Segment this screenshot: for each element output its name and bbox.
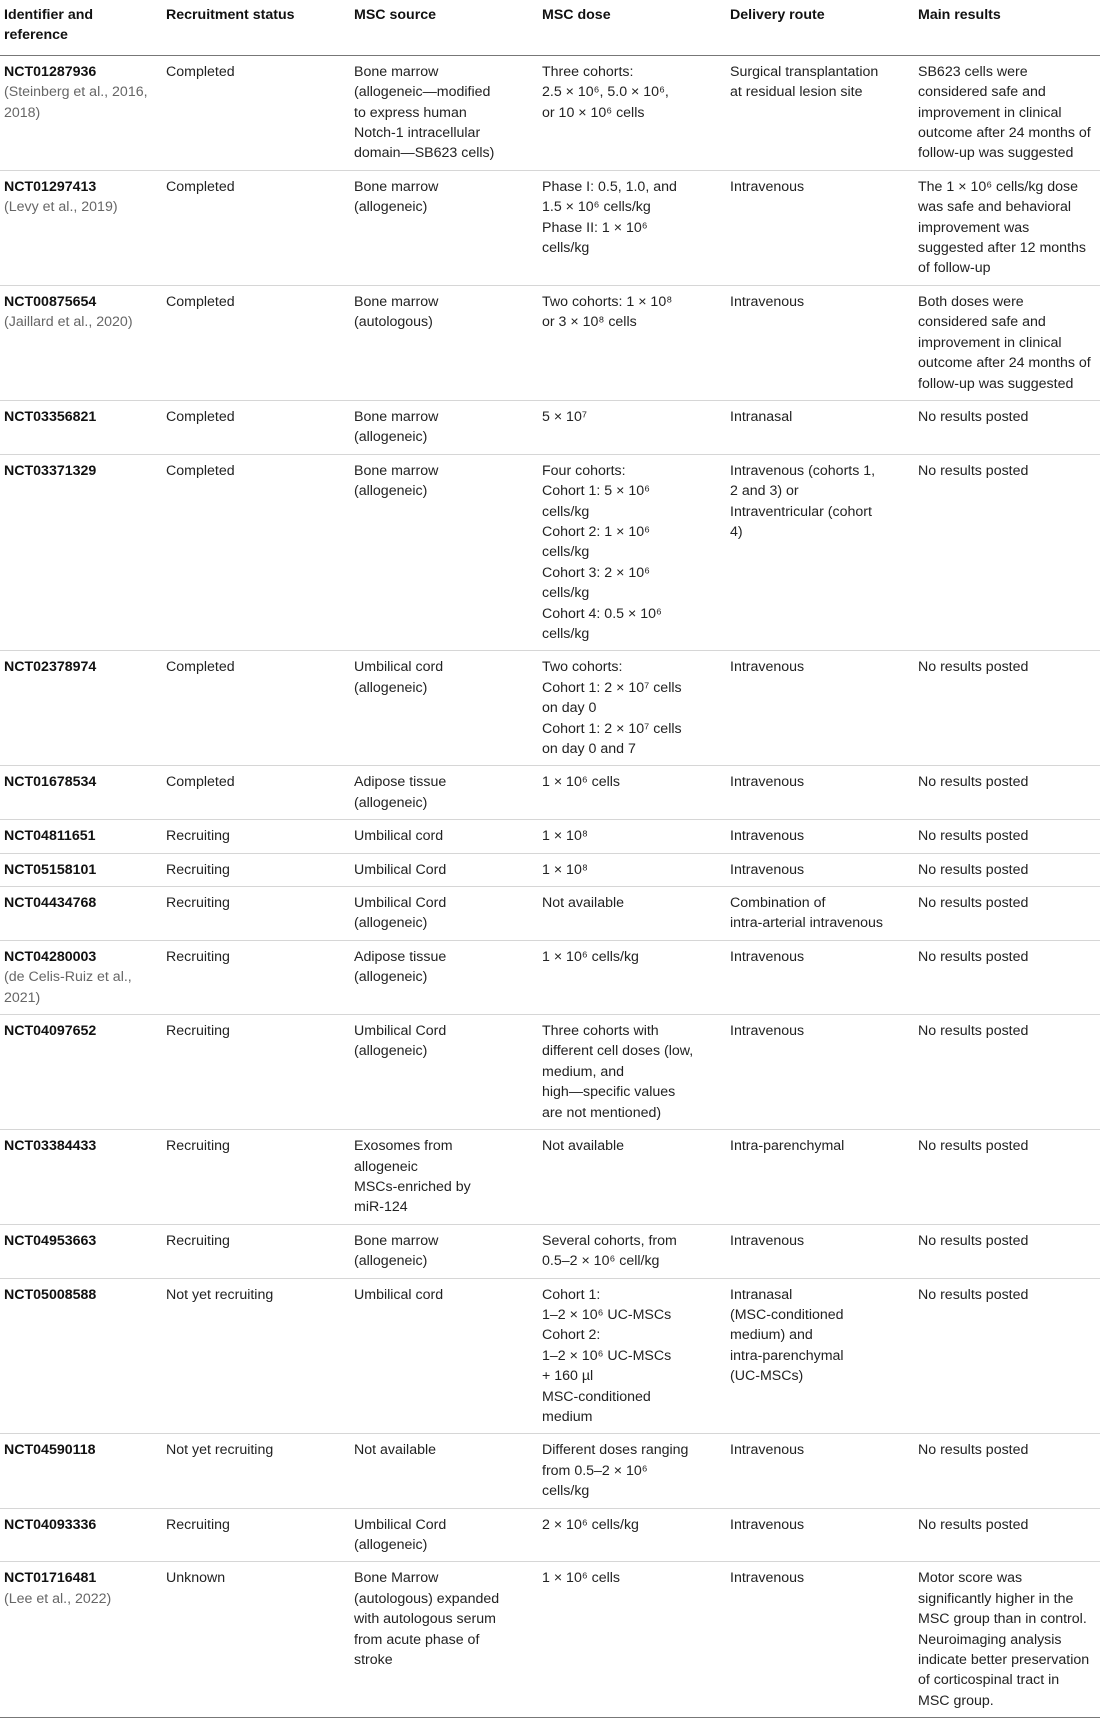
identifier-cell bbox=[0, 651, 162, 766]
msc-source-cell: Bone marrow (autologous) bbox=[350, 285, 538, 400]
delivery-route-cell: Intravenous bbox=[726, 1434, 914, 1508]
msc-dose-cell: Two cohorts: Cohort 1: 2 × 10⁷ cells on day 0 Cohort 1: 2 × 10⁷ cells on day 0 and 7 bbox=[538, 651, 726, 766]
status-cell: Recruiting bbox=[162, 1015, 350, 1130]
table-row bbox=[0, 853, 1100, 886]
msc-source-cell: Bone marrow (allogeneic—modified to express human Notch-1 intracellular domain—SB623 cells) bbox=[350, 55, 538, 170]
msc-dose-cell: Four cohorts: Cohort 1: 5 × 10⁶ cells/kg Cohort 2: 1 × 10⁶ cells/kg Cohort 3: 2 × 10⁶ cells/kg Cohort 4: 0.5 × 10⁶ cells/kg bbox=[538, 454, 726, 651]
table-row bbox=[0, 285, 1100, 400]
status-cell: Completed bbox=[162, 766, 350, 820]
table-row bbox=[0, 651, 1100, 766]
table-header bbox=[0, 0, 1100, 55]
table-body bbox=[0, 55, 1100, 1717]
msc-dose-cell: Several cohorts, from 0.5–2 × 10⁶ cell/kg bbox=[538, 1224, 726, 1278]
msc-dose-cell: Different doses ranging from 0.5–2 × 10⁶ cells/kg bbox=[538, 1434, 726, 1508]
msc-source-cell: Adipose tissue (allogeneic) bbox=[350, 766, 538, 820]
identifier-cell bbox=[0, 400, 162, 454]
trial-identifier: NCT01297413 bbox=[4, 178, 97, 195]
identifier-cell bbox=[0, 55, 162, 170]
msc-dose-cell: 2 × 10⁶ cells/kg bbox=[538, 1508, 726, 1562]
msc-source-cell: Not available bbox=[350, 1434, 538, 1508]
identifier-cell bbox=[0, 766, 162, 820]
table-row bbox=[0, 1130, 1100, 1225]
msc-dose-cell: Cohort 1: 1–2 × 10⁶ UC-MSCs Cohort 2: 1–2 × 10⁶ UC-MSCs + 160 µl MSC-conditioned medium bbox=[538, 1278, 726, 1434]
header-recruitment-status: Recruitment status bbox=[162, 0, 350, 55]
delivery-route-cell: Intravenous bbox=[726, 820, 914, 853]
msc-dose-cell: Three cohorts: 2.5 × 10⁶, 5.0 × 10⁶, or 10 × 10⁶ cells bbox=[538, 55, 726, 170]
main-results-cell: No results posted bbox=[914, 1434, 1100, 1508]
identifier-cell bbox=[0, 820, 162, 853]
msc-dose-cell: 1 × 10⁶ cells bbox=[538, 766, 726, 820]
delivery-route-cell: Intravenous bbox=[726, 1508, 914, 1562]
table-row bbox=[0, 1278, 1100, 1434]
identifier-cell bbox=[0, 853, 162, 886]
status-cell: Recruiting bbox=[162, 940, 350, 1014]
delivery-route-cell: Surgical transplantation at residual lesion site bbox=[726, 55, 914, 170]
identifier-cell bbox=[0, 1562, 162, 1718]
status-cell: Recruiting bbox=[162, 1224, 350, 1278]
delivery-route-cell: Intranasal bbox=[726, 400, 914, 454]
main-results-cell: No results posted bbox=[914, 1224, 1100, 1278]
trial-reference: (Levy et al., 2019) bbox=[4, 199, 118, 216]
delivery-route-cell: Intravenous bbox=[726, 1562, 914, 1718]
identifier-cell bbox=[0, 887, 162, 941]
trial-reference: (de Celis-Ruiz et al., 2021) bbox=[4, 969, 132, 1006]
msc-dose-cell: Not available bbox=[538, 1130, 726, 1225]
trial-identifier: NCT02378974 bbox=[4, 659, 97, 676]
msc-dose-cell: 1 × 10⁶ cells/kg bbox=[538, 940, 726, 1014]
main-results-cell: No results posted bbox=[914, 820, 1100, 853]
table-row bbox=[0, 55, 1100, 170]
main-results-cell: No results posted bbox=[914, 1278, 1100, 1434]
main-results-cell: Both doses were considered safe and improvement in clinical outcome after 24 months of follow-up was suggested bbox=[914, 285, 1100, 400]
trial-identifier: NCT04953663 bbox=[4, 1232, 97, 1249]
delivery-route-cell: Intravenous bbox=[726, 766, 914, 820]
header-msc-source: MSC source bbox=[350, 0, 538, 55]
identifier-cell bbox=[0, 1130, 162, 1225]
table-row bbox=[0, 1508, 1100, 1562]
trial-identifier: NCT00875654 bbox=[4, 293, 97, 310]
table-row bbox=[0, 940, 1100, 1014]
delivery-route-cell: Intravenous bbox=[726, 853, 914, 886]
trial-identifier: NCT03384433 bbox=[4, 1138, 97, 1155]
identifier-cell bbox=[0, 454, 162, 651]
trial-reference: (Lee et al., 2022) bbox=[4, 1590, 112, 1607]
msc-source-cell: Bone marrow (allogeneic) bbox=[350, 1224, 538, 1278]
status-cell: Completed bbox=[162, 400, 350, 454]
delivery-route-cell: Intravenous bbox=[726, 1224, 914, 1278]
identifier-cell bbox=[0, 170, 162, 285]
table-row bbox=[0, 1224, 1100, 1278]
msc-source-cell: Adipose tissue (allogeneic) bbox=[350, 940, 538, 1014]
table-row bbox=[0, 820, 1100, 853]
table-row bbox=[0, 400, 1100, 454]
delivery-route-cell: Combination of intra-arterial intravenous bbox=[726, 887, 914, 941]
status-cell: Completed bbox=[162, 55, 350, 170]
msc-source-cell: Umbilical Cord (allogeneic) bbox=[350, 1508, 538, 1562]
status-cell: Completed bbox=[162, 170, 350, 285]
identifier-cell bbox=[0, 1015, 162, 1130]
identifier-cell bbox=[0, 1278, 162, 1434]
status-cell: Recruiting bbox=[162, 1508, 350, 1562]
delivery-route-cell: Intravenous bbox=[726, 651, 914, 766]
header-main-results: Main results bbox=[914, 0, 1100, 55]
status-cell: Completed bbox=[162, 454, 350, 651]
msc-dose-cell: 1 × 10⁸ bbox=[538, 853, 726, 886]
msc-source-cell: Umbilical Cord (allogeneic) bbox=[350, 887, 538, 941]
table-row bbox=[0, 1434, 1100, 1508]
trial-identifier: NCT05158101 bbox=[4, 861, 97, 878]
msc-dose-cell: 1 × 10⁶ cells bbox=[538, 1562, 726, 1718]
main-results-cell: No results posted bbox=[914, 400, 1100, 454]
main-results-cell: No results posted bbox=[914, 651, 1100, 766]
msc-dose-cell: Three cohorts with different cell doses (low, medium, and high—specific values are not mentioned) bbox=[538, 1015, 726, 1130]
status-cell: Recruiting bbox=[162, 820, 350, 853]
status-cell: Recruiting bbox=[162, 887, 350, 941]
msc-dose-cell: 5 × 10⁷ bbox=[538, 400, 726, 454]
trial-identifier: NCT05008588 bbox=[4, 1286, 97, 1303]
msc-source-cell: Umbilical cord bbox=[350, 1278, 538, 1434]
msc-dose-cell: Two cohorts: 1 × 10⁸ or 3 × 10⁸ cells bbox=[538, 285, 726, 400]
table-row bbox=[0, 1562, 1100, 1718]
delivery-route-cell: Intravenous bbox=[726, 940, 914, 1014]
main-results-cell: No results posted bbox=[914, 766, 1100, 820]
msc-source-cell: Bone marrow (allogeneic) bbox=[350, 400, 538, 454]
identifier-cell bbox=[0, 1224, 162, 1278]
msc-source-cell: Umbilical Cord (allogeneic) bbox=[350, 1015, 538, 1130]
identifier-cell bbox=[0, 1434, 162, 1508]
delivery-route-cell: Intravenous (cohorts 1, 2 and 3) or Intraventricular (cohort 4) bbox=[726, 454, 914, 651]
msc-dose-cell: 1 × 10⁸ bbox=[538, 820, 726, 853]
table-row bbox=[0, 454, 1100, 651]
trial-identifier: NCT01678534 bbox=[4, 774, 97, 791]
trial-identifier: NCT01716481 bbox=[4, 1570, 97, 1587]
msc-source-cell: Umbilical cord bbox=[350, 820, 538, 853]
trial-identifier: NCT03371329 bbox=[4, 462, 97, 479]
msc-source-cell: Umbilical cord (allogeneic) bbox=[350, 651, 538, 766]
trial-identifier: NCT04097652 bbox=[4, 1023, 97, 1040]
main-results-cell: The 1 × 10⁶ cells/kg dose was safe and behavioral improvement was suggested after 12 months of follow-up bbox=[914, 170, 1100, 285]
delivery-route-cell: Intravenous bbox=[726, 1015, 914, 1130]
trial-identifier: NCT03356821 bbox=[4, 408, 97, 425]
main-results-cell: No results posted bbox=[914, 1130, 1100, 1225]
main-results-cell: No results posted bbox=[914, 454, 1100, 651]
table-row bbox=[0, 1015, 1100, 1130]
msc-source-cell: Bone marrow (allogeneic) bbox=[350, 170, 538, 285]
status-cell: Not yet recruiting bbox=[162, 1434, 350, 1508]
main-results-cell: No results posted bbox=[914, 853, 1100, 886]
status-cell: Completed bbox=[162, 285, 350, 400]
main-results-cell: SB623 cells were considered safe and improvement in clinical outcome after 24 months of follow-up was suggested bbox=[914, 55, 1100, 170]
trial-identifier: NCT04434768 bbox=[4, 895, 97, 912]
delivery-route-cell: Intravenous bbox=[726, 285, 914, 400]
msc-source-cell: Bone Marrow (autologous) expanded with autologous serum from acute phase of stroke bbox=[350, 1562, 538, 1718]
trial-identifier: NCT04590118 bbox=[4, 1442, 96, 1459]
table-row bbox=[0, 887, 1100, 941]
table-row bbox=[0, 170, 1100, 285]
msc-source-cell: Exosomes from allogeneic MSCs-enriched by miR-124 bbox=[350, 1130, 538, 1225]
header-delivery-route: Delivery route bbox=[726, 0, 914, 55]
msc-source-cell: Umbilical Cord bbox=[350, 853, 538, 886]
status-cell: Recruiting bbox=[162, 853, 350, 886]
status-cell: Unknown bbox=[162, 1562, 350, 1718]
main-results-cell: No results posted bbox=[914, 887, 1100, 941]
header-identifier: Identifier and reference bbox=[0, 0, 162, 55]
msc-dose-cell: Not available bbox=[538, 887, 726, 941]
msc-source-cell: Bone marrow (allogeneic) bbox=[350, 454, 538, 651]
msc-dose-cell: Phase I: 0.5, 1.0, and 1.5 × 10⁶ cells/kg Phase II: 1 × 10⁶ cells/kg bbox=[538, 170, 726, 285]
trial-identifier: NCT01287936 bbox=[4, 63, 97, 80]
delivery-route-cell: Intra-parenchymal bbox=[726, 1130, 914, 1225]
identifier-cell bbox=[0, 285, 162, 400]
status-cell: Not yet recruiting bbox=[162, 1278, 350, 1434]
identifier-cell bbox=[0, 1508, 162, 1562]
status-cell: Recruiting bbox=[162, 1130, 350, 1225]
main-results-cell: Motor score was significantly higher in the MSC group than in control. Neuroimaging analysis indicate better preservation of corticospinal tract in MSC group. bbox=[914, 1562, 1100, 1718]
delivery-route-cell: Intravenous bbox=[726, 170, 914, 285]
status-cell: Completed bbox=[162, 651, 350, 766]
trial-reference: (Steinberg et al., 2016, 2018) bbox=[4, 84, 148, 121]
trial-identifier: NCT04093336 bbox=[4, 1516, 97, 1533]
table-row bbox=[0, 766, 1100, 820]
header-row bbox=[0, 0, 1100, 55]
main-results-cell: No results posted bbox=[914, 1015, 1100, 1130]
header-msc-dose: MSC dose bbox=[538, 0, 726, 55]
main-results-cell: No results posted bbox=[914, 940, 1100, 1014]
main-results-cell: No results posted bbox=[914, 1508, 1100, 1562]
delivery-route-cell: Intranasal (MSC-conditioned medium) and intra-parenchymal (UC-MSCs) bbox=[726, 1278, 914, 1434]
identifier-cell bbox=[0, 940, 162, 1014]
trial-identifier: NCT04280003 bbox=[4, 948, 97, 965]
trial-reference: (Jaillard et al., 2020) bbox=[4, 314, 133, 331]
trial-identifier: NCT04811651 bbox=[4, 828, 96, 845]
